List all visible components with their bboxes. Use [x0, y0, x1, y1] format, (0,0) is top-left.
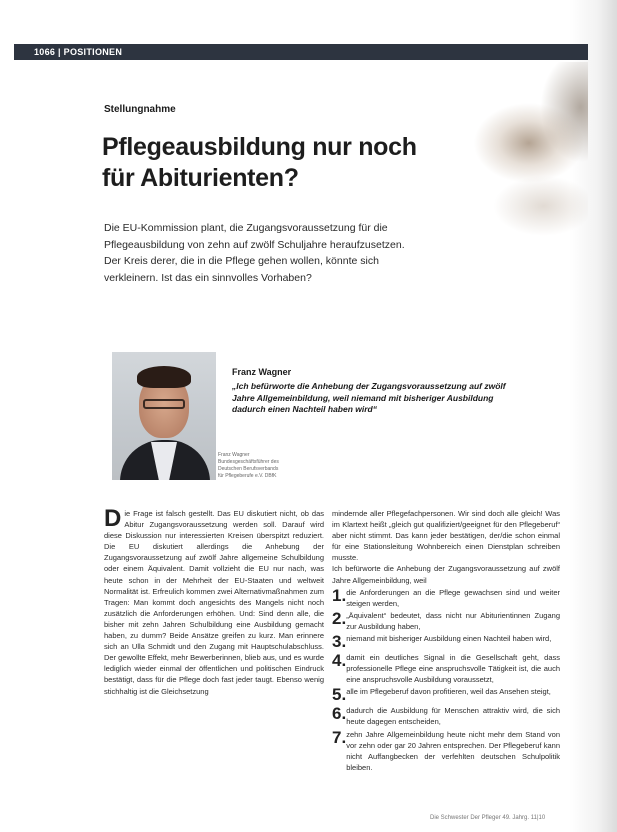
list-number: 3. [332, 632, 347, 652]
article-title-line-2: für Abiturienten? [102, 164, 299, 192]
page-footer: Die Schwester Der Pfleger 49. Jahrg. 11|10 [430, 815, 546, 821]
list-text: damit ein deutliches Signal in die Gesellschaft geht, dass professionelle Pflege eine anspruchsvolle Tätigkeit ist, die auch eine anspruchsvolle Ausbildung voraussetzt, [346, 653, 560, 685]
list-item [332, 610, 560, 632]
list-text: zehn Jahre Allgemeinbildung heute nicht mehr dem Stand von vor zehn oder gar 20 Jahren entsprechen. Der Pflegeberuf kann nicht Auffangbecken der verfehlten deutschen Schulpolitik bleiben. [346, 729, 560, 772]
list-text: dadurch die Ausbildung für Menschen attraktiv wird, die sich heute dagegen entscheiden, [346, 706, 560, 727]
list-text: niemand mit bisheriger Ausbildung einen Nachteil haben wird, [346, 634, 552, 644]
portrait-hair [137, 366, 191, 388]
body-text-left: ie Frage ist falsch gestellt. Das EU diskutiert nicht, ob das Abitur Zugangsvoraussetzung werden soll. Darauf wird diese Diskussion nur interessierten Kreisen überspitzt reduziert. Die EU diskutiert allerdings die Anhebung der Zugangsvoraussetzung auf zwölf Jahre allgemeine Schulbildung oder einem Äquivalent. Damit vollzieht die EU nur nach, was heute schon in der Mehrheit der EU-Staaten und weltweit Normalität ist. Erfreulich kommen zwei Alternativmaßnahmen zum Tragen: Man kommt doch angesichts des Mangels nicht noch zusätzlich die Anforderungen erhöhen. Und: Sind denn alle, die bisher mit zehn Jahren Schulbildung eine Ausbildung gemacht haben, zu dumm? Beide Ansätze greifen zu kurz. Man erinnere sich an Ulla Schmidt und den Zugang mit Hauptschulabschluss. Der gewollte Effekt, mehr Bewerberinnen, blieb aus, und es wurde lediglich wieder einmal der öffentlichen und politischen Eindruck bestätigt, dass für die Pflege doch fast jeder taugt. Ebenso wenig stichhaltig ist die Gleichsetzung [104, 509, 324, 696]
list-number: 7. [332, 727, 347, 747]
body-paragraph: mindernde aller Pflegefachpersonen. Wir sind doch alle gleich! Was im Klartext heißt „gleich gut qualifiziert/geeignet für den Pflegeberuf“ aber nicht stimmt. Das kann jeder bestätigen, der/die schon einmal für eine Stationsleitung Wohnbereich einen Dienstplan schreiben musste. [332, 509, 560, 563]
drop-cap: D [104, 508, 122, 532]
list-text: „Äquivalent“ bedeutet, dass nicht nur Abiturientinnen Zugang zur Ausbildung haben, [346, 610, 560, 631]
header-photo-blur [440, 62, 588, 242]
speaker-quote: „Ich befürworte die Anhebung der Zugangsvoraussetzung auf zwölf Jahre Allgemeinbildung, weil niemand mit bisheriger Ausbildung dadurch einen Nachteil haben wird“ [232, 381, 506, 414]
list-item [332, 705, 560, 727]
list-item [332, 729, 560, 773]
caption-line: Bundesgeschäftsführer des [218, 459, 279, 465]
photo-caption [218, 452, 298, 480]
section-header-bar [14, 44, 588, 60]
list-number: 2. [332, 608, 347, 628]
list-text: die Anforderungen an die Pflege gewachsen sind und weiter steigen werden, [346, 587, 560, 608]
caption-line: für Pflegeberufe e.V. DBfK [218, 473, 277, 479]
body-column-right [332, 508, 560, 808]
list-text: alle im Pflegeberuf davon profitieren, weil das Ansehen steigt, [346, 687, 551, 697]
article-kicker: Stellungnahme [104, 104, 176, 115]
body-column-left [104, 508, 324, 808]
list-number: 5. [332, 685, 347, 705]
list-number: 4. [332, 651, 347, 671]
article-title-line-1: Pflegeausbildung nur noch [102, 133, 417, 161]
caption-line: Franz Wagner [218, 452, 250, 458]
list-item [332, 652, 560, 685]
section-header-label: 1066 | POSITIONEN [34, 47, 123, 57]
list-number: 1. [332, 585, 347, 605]
speaker-name: Franz Wagner [232, 367, 292, 377]
list-item [332, 587, 560, 609]
reasons-list [332, 587, 560, 773]
body-paragraph [104, 508, 324, 697]
portrait-glasses [143, 399, 185, 409]
list-item [332, 686, 560, 704]
portrait-photo [112, 352, 216, 480]
list-number: 6. [332, 704, 347, 724]
body-paragraph: Ich befürworte die Anhebung der Zugangsvoraussetzung auf zwölf Jahre Allgemeinbildung, weil [332, 564, 560, 585]
article-lead: Die EU-Kommission plant, die Zugangsvoraussetzung für die Pflegeausbildung von zehn auf zwölf Schuljahre heraufzusetzen. Der Kreis derer, die in die Pflege gehen wollen, könnte sich verkleinern. Ist das ein sinnvolles Vorhaben? [104, 222, 405, 284]
article-title [102, 132, 432, 194]
list-item [332, 633, 560, 651]
caption-line: Deutschen Berufsverbands [218, 466, 279, 472]
